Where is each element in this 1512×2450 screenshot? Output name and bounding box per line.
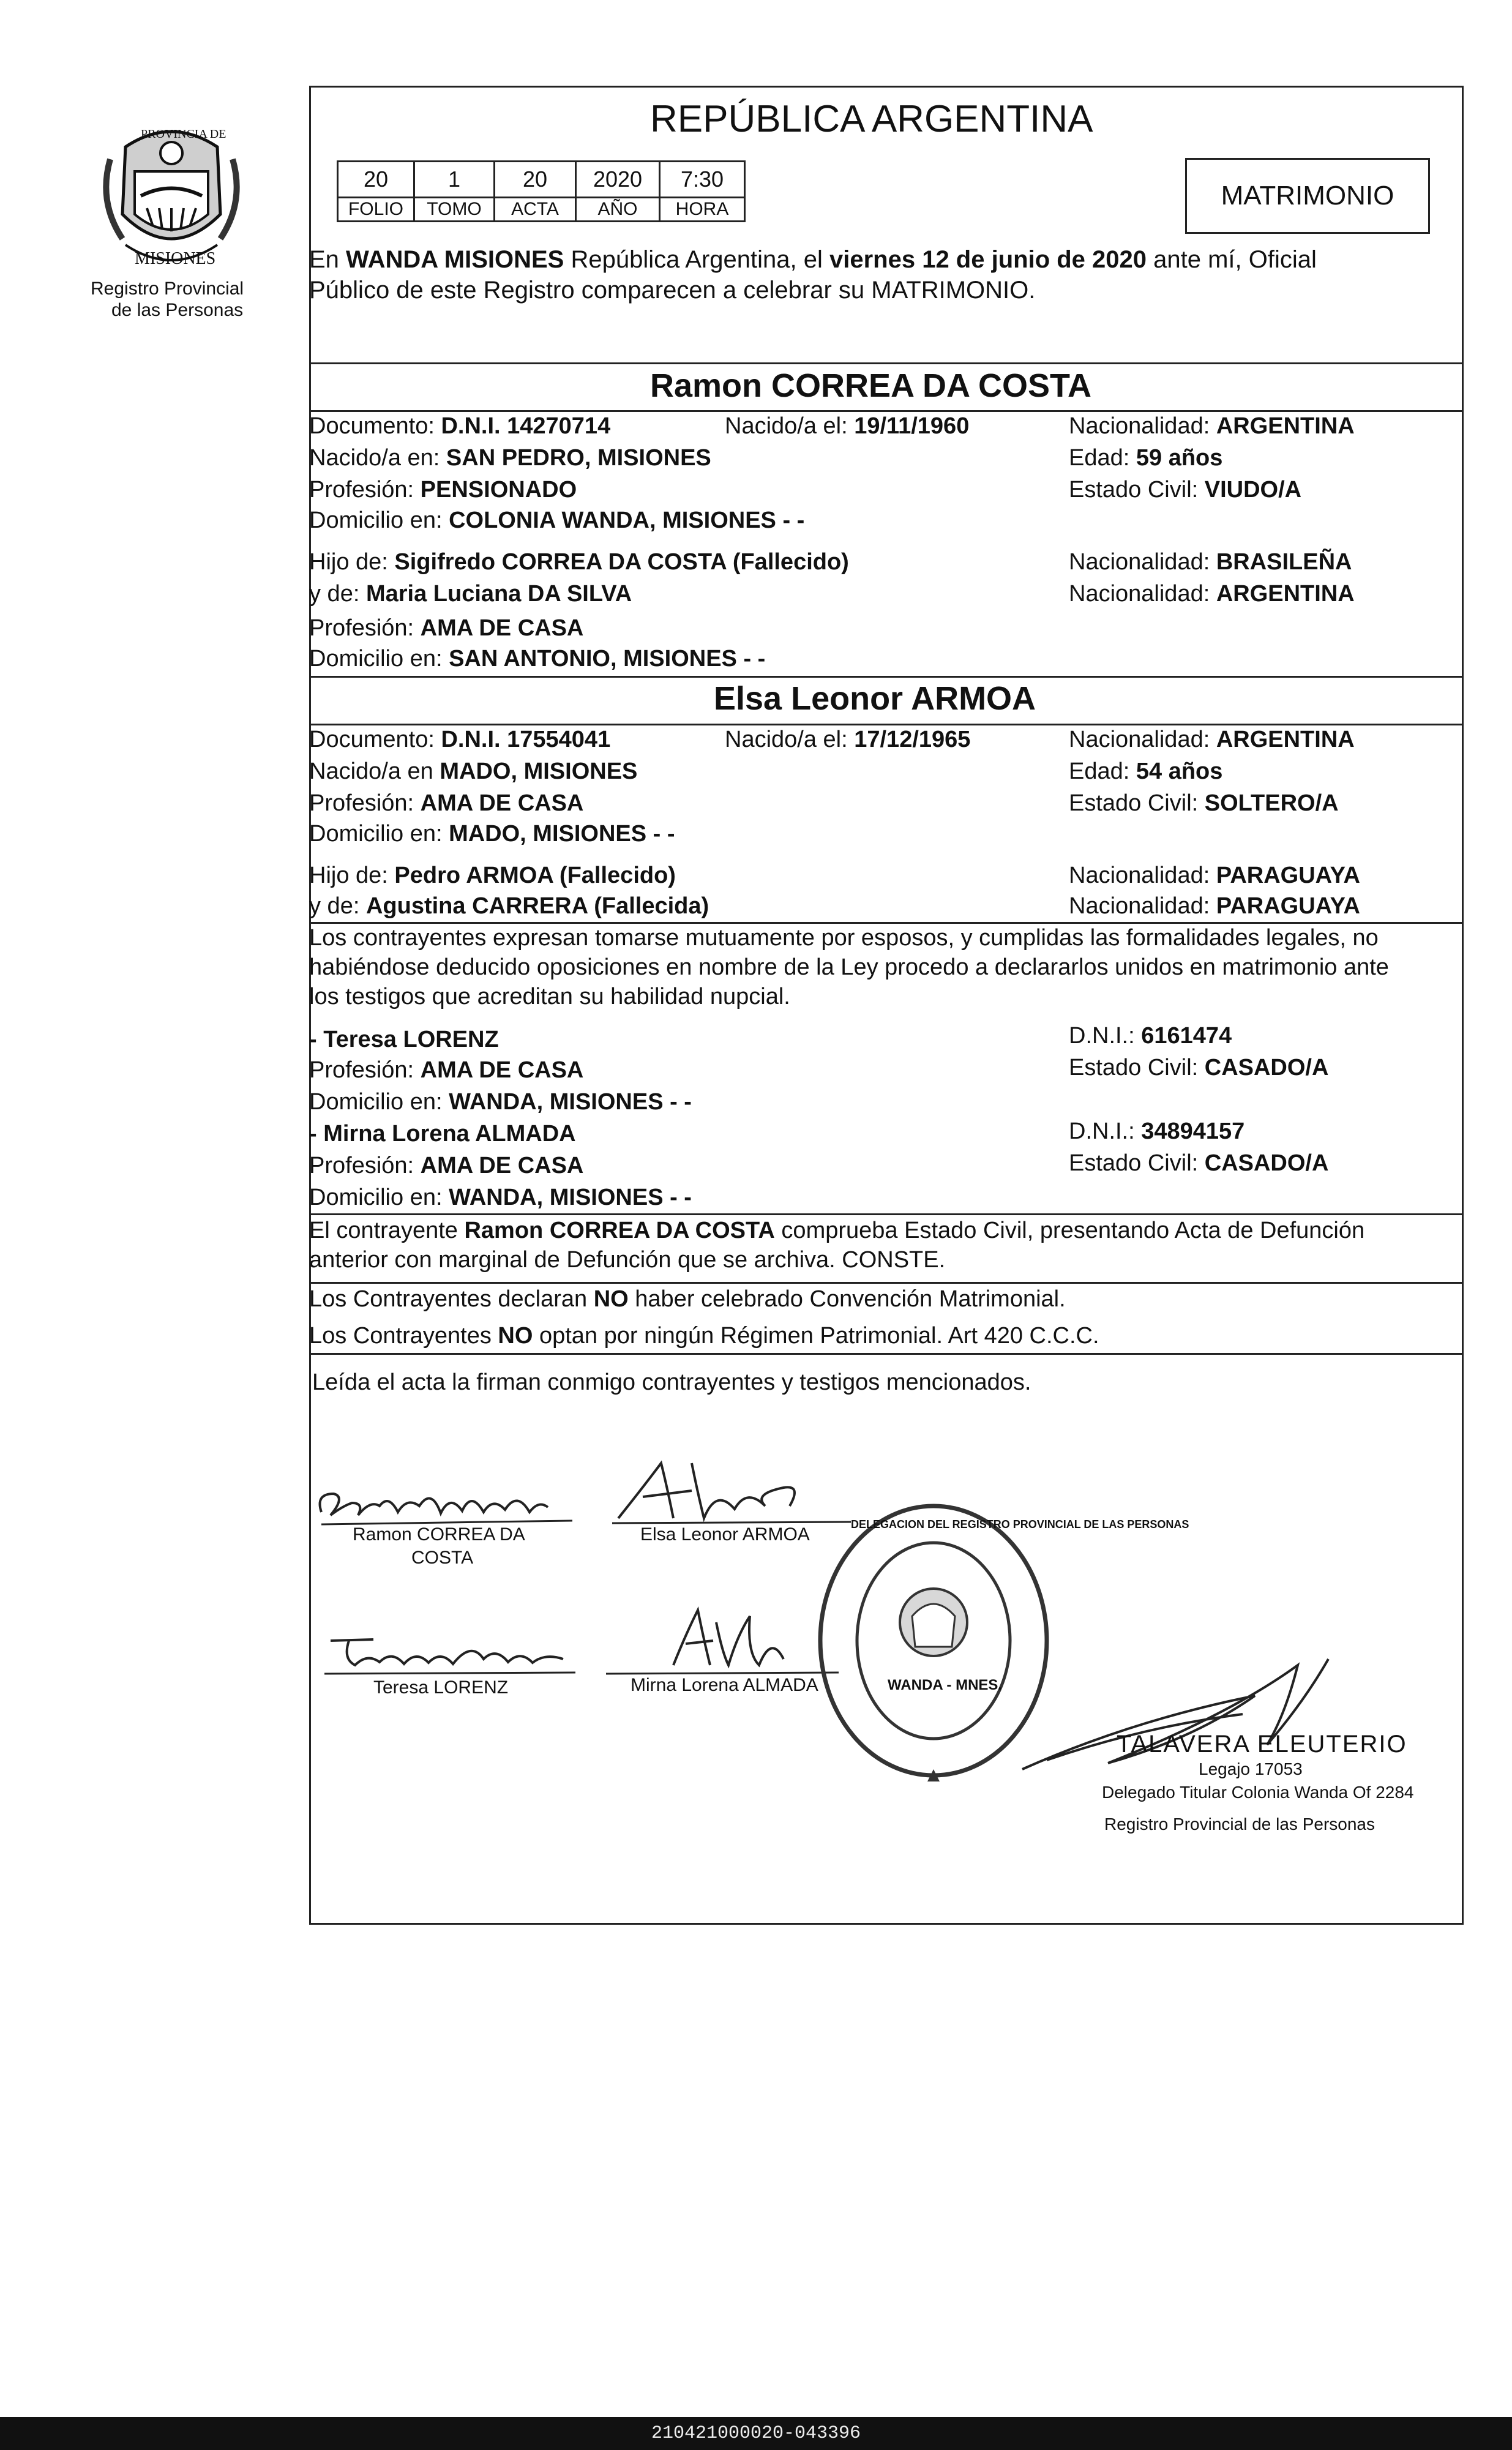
intro-prefix: En <box>309 246 346 273</box>
spouse2-name: Elsa Leonor ARMOA <box>714 680 1036 717</box>
spouse1-birthplace <box>309 444 711 471</box>
value: PENSIONADO <box>420 477 577 503</box>
value: 54 años <box>1136 759 1223 784</box>
witness1-civil-status <box>1069 1054 1328 1081</box>
label: Profesión: <box>309 790 421 816</box>
value: COLONIA WANDA, MISIONES - - <box>449 508 805 533</box>
value: 17/12/1965 <box>854 727 971 752</box>
value: AMA DE CASA <box>420 790 584 816</box>
logo-arc-bottom: MISIONES <box>135 249 216 268</box>
spouse1-mother-profession <box>309 615 583 642</box>
act-type-badge <box>1185 158 1430 234</box>
signature-label-mirna: Mirna Lorena ALMADA <box>631 1675 818 1695</box>
value: Sigifredo CORREA DA COSTA (Fallecido) <box>394 549 849 575</box>
label: Nacionalidad: <box>1069 893 1216 919</box>
spouse1-civil-status <box>1069 476 1301 503</box>
value: BRASILEÑA <box>1216 549 1352 575</box>
signature-label-ramon-1: Ramon CORREA DA <box>353 1524 525 1545</box>
scan-footer <box>0 2417 1512 2450</box>
officer-office: Registro Provincial de las Personas <box>1104 1815 1375 1834</box>
label: Nacido/a en: <box>309 445 446 471</box>
spouse1-profession <box>309 476 577 503</box>
divider <box>309 1353 1464 1355</box>
value: SAN PEDRO, MISIONES <box>446 445 711 471</box>
intro-line-1 <box>309 246 1317 273</box>
witness2-name: - Mirna Lorena ALMADA <box>309 1121 576 1147</box>
folio-value: 20 <box>338 162 414 198</box>
value: Maria Luciana DA SILVA <box>365 581 632 607</box>
witness2-civil-status <box>1069 1150 1328 1177</box>
label: D.N.I.: <box>1069 1118 1142 1144</box>
label: Domicilio en: <box>309 1185 449 1210</box>
logo-caption-line1: Registro Provincial <box>91 279 244 299</box>
label: D.N.I.: <box>1069 1023 1142 1049</box>
hora-label: HORA <box>660 198 745 222</box>
spouse2-father <box>309 862 676 889</box>
label: Profesión: <box>309 477 421 503</box>
province-logo <box>98 122 245 275</box>
closing-statement: Leída el acta la firman conmigo contrayentes y testigos mencionados. <box>312 1369 1031 1395</box>
value: CASADO/A <box>1204 1055 1329 1081</box>
label: Nacionalidad: <box>1069 413 1216 439</box>
value: CASADO/A <box>1204 1150 1329 1176</box>
hora-value: 7:30 <box>660 162 745 198</box>
reference-table <box>337 160 746 222</box>
value: AMA DE CASA <box>420 1153 584 1178</box>
label: Edad: <box>1069 445 1136 471</box>
value: Agustina CARRERA (Fallecida) <box>365 893 709 919</box>
spouse1-document <box>309 413 610 440</box>
folio-label: FOLIO <box>338 198 414 222</box>
acta-label: ACTA <box>495 198 576 222</box>
signature-label-ramon-2: COSTA <box>411 1548 474 1568</box>
anio-value: 2020 <box>576 162 660 198</box>
spouse1-nationality <box>1069 413 1355 440</box>
intro-mid: República Argentina, el <box>564 246 829 273</box>
spouse1-mother-nationality <box>1069 580 1355 607</box>
spouse1-father <box>309 549 849 575</box>
value: SAN ANTONIO, MISIONES - - <box>449 646 766 672</box>
divider <box>309 362 1464 364</box>
witness2-domicile <box>309 1184 692 1211</box>
seal-inner-text: WANDA - MNES. <box>888 1677 1003 1693</box>
spouse2-birthdate <box>725 726 970 753</box>
seal-ring-text: DELEGACION DEL REGISTRO PROVINCIAL DE LAS PERSONAS <box>851 1518 1189 1530</box>
label: Edad: <box>1069 759 1136 784</box>
value: PARAGUAYA <box>1216 863 1360 888</box>
value: MADO, MISIONES - - <box>449 821 675 847</box>
label: Estado Civil: <box>1069 790 1205 816</box>
value: VIUDO/A <box>1204 477 1302 503</box>
declaration-line-2: habiéndose deducido oposiciones en nombre de la Ley procedo a declararlos unidos en matrimonio ante <box>309 954 1389 980</box>
value: D.N.I. 17554041 <box>441 727 611 752</box>
proof-line-2: anterior con marginal de Defunción que se archiva. CONSTE. <box>309 1247 946 1273</box>
label: Profesión: <box>309 1153 421 1178</box>
logo-caption-line2: de las Personas <box>111 300 244 320</box>
value: SOLTERO/A <box>1204 790 1339 816</box>
divider <box>309 1213 1464 1215</box>
label: y de: <box>309 893 366 919</box>
spouse1-name: Ramon CORREA DA COSTA <box>650 367 1092 404</box>
divider <box>309 1282 1464 1284</box>
label: Estado Civil: <box>1069 1150 1205 1176</box>
witness1-name: - Teresa LORENZ <box>309 1027 499 1052</box>
label: Documento: <box>309 413 441 439</box>
value: ARGENTINA <box>1216 581 1355 607</box>
text: haber celebrado Convención Matrimonial. <box>628 1286 1066 1312</box>
value: 19/11/1960 <box>854 413 970 439</box>
text: optan por ningún Régimen Patrimonial. Art 420 C.C.C. <box>533 1323 1099 1349</box>
label: Nacionalidad: <box>1069 863 1216 888</box>
spouse2-birthplace <box>309 758 637 785</box>
spouse-name: Ramon CORREA DA COSTA <box>464 1218 775 1243</box>
value: Pedro ARMOA (Fallecido) <box>394 863 676 888</box>
spouse2-nationality <box>1069 726 1355 753</box>
intro-suffix: ante mí, Oficial <box>1147 246 1317 273</box>
value: MADO, MISIONES <box>440 759 638 784</box>
spouse1-mother <box>309 580 632 607</box>
anio-label: AÑO <box>576 198 660 222</box>
label: Nacido/a el: <box>725 413 855 439</box>
witness1-domicile <box>309 1088 692 1115</box>
act-type-label: MATRIMONIO <box>1221 181 1394 211</box>
divider <box>309 676 1464 678</box>
label: Estado Civil: <box>1069 1055 1205 1081</box>
witness1-profession <box>309 1057 583 1084</box>
value: 6161474 <box>1141 1023 1232 1049</box>
tomo-value: 1 <box>414 162 495 198</box>
label: Profesión: <box>309 615 421 641</box>
officer-name: TALAVERA ELEUTERIO <box>1117 1731 1407 1758</box>
proof-line-1 <box>309 1217 1364 1244</box>
document-title: REPÚBLICA ARGENTINA <box>650 98 1093 140</box>
divider <box>309 724 1464 725</box>
spouse2-domicile <box>309 820 675 847</box>
spouse2-mother-nationality <box>1069 893 1360 920</box>
label: Nacionalidad: <box>1069 581 1216 607</box>
value: 59 años <box>1136 445 1223 471</box>
label: Estado Civil: <box>1069 477 1205 503</box>
negation: NO <box>593 1286 629 1312</box>
value: AMA DE CASA <box>420 615 584 641</box>
logo-arc-top: PROVINCIA DE <box>141 127 226 141</box>
text: Los Contrayentes declaran <box>309 1286 594 1312</box>
label: Domicilio en: <box>309 508 449 533</box>
label: y de: <box>309 581 366 607</box>
label: Nacido/a el: <box>725 727 855 752</box>
intro-date: viernes 12 de junio de 2020 <box>829 246 1147 273</box>
label: Nacionalidad: <box>1069 727 1216 752</box>
value: AMA DE CASA <box>420 1057 584 1083</box>
value: D.N.I. 14270714 <box>441 413 611 439</box>
spouse1-domicile <box>309 507 804 534</box>
label: Nacido/a en <box>309 759 440 784</box>
intro-place: WANDA MISIONES <box>346 246 564 273</box>
spouse2-father-nationality <box>1069 862 1360 889</box>
spouse2-mother <box>309 893 709 920</box>
spouse2-document <box>309 726 610 753</box>
label: Domicilio en: <box>309 1089 449 1115</box>
spouse2-age <box>1069 758 1222 785</box>
label: Domicilio en: <box>309 821 449 847</box>
value: WANDA, MISIONES - - <box>449 1089 692 1115</box>
label: Domicilio en: <box>309 646 449 672</box>
signature-teresa <box>318 1616 588 1684</box>
label: Nacionalidad: <box>1069 549 1216 575</box>
declaration-line-1: Los contrayentes expresan tomarse mutuamente por esposos, y cumplidas las formalidades legales, no <box>309 925 1379 951</box>
officer-legajo: Legajo 17053 <box>1199 1759 1303 1778</box>
spouse1-age <box>1069 444 1222 471</box>
tomo-label: TOMO <box>414 198 495 222</box>
divider <box>309 922 1464 924</box>
spouse1-mother-domicile <box>309 645 765 672</box>
declaration-line-3: los testigos que acreditan su habilidad nupcial. <box>309 984 790 1010</box>
value: ARGENTINA <box>1216 727 1355 752</box>
spouse1-father-nationality <box>1069 549 1352 575</box>
label: Hijo de: <box>309 549 395 575</box>
label: Hijo de: <box>309 863 395 888</box>
scan-code: 210421000020-043396 <box>651 2423 861 2444</box>
spouse2-profession <box>309 790 583 817</box>
value: WANDA, MISIONES - - <box>449 1185 692 1210</box>
officer-title: Delegado Titular Colonia Wanda Of 2284 <box>1102 1783 1414 1802</box>
regime-line-2 <box>309 1322 1099 1349</box>
acta-value: 20 <box>495 162 576 198</box>
value: PARAGUAYA <box>1216 893 1360 919</box>
value: 34894157 <box>1141 1118 1245 1144</box>
label: Profesión: <box>309 1057 421 1083</box>
divider <box>309 410 1464 412</box>
intro-line-2: Público de este Registro comparecen a celebrar su MATRIMONIO. <box>309 277 1036 304</box>
signature-label-teresa: Teresa LORENZ <box>373 1677 509 1698</box>
text: comprueba Estado Civil, presentando Acta de Defunción <box>774 1218 1365 1243</box>
spouse2-civil-status <box>1069 790 1339 817</box>
regime-line-1 <box>309 1286 1066 1313</box>
witness2-profession <box>309 1152 583 1179</box>
spouse1-birthdate <box>725 413 969 440</box>
text: Los Contrayentes <box>309 1323 498 1349</box>
witness2-dni <box>1069 1118 1244 1145</box>
witness1-dni <box>1069 1022 1232 1049</box>
label: Documento: <box>309 727 441 752</box>
value: ARGENTINA <box>1216 413 1355 439</box>
signature-label-elsa: Elsa Leonor ARMOA <box>640 1524 810 1545</box>
text: El contrayente <box>309 1218 465 1243</box>
negation: NO <box>498 1323 533 1349</box>
